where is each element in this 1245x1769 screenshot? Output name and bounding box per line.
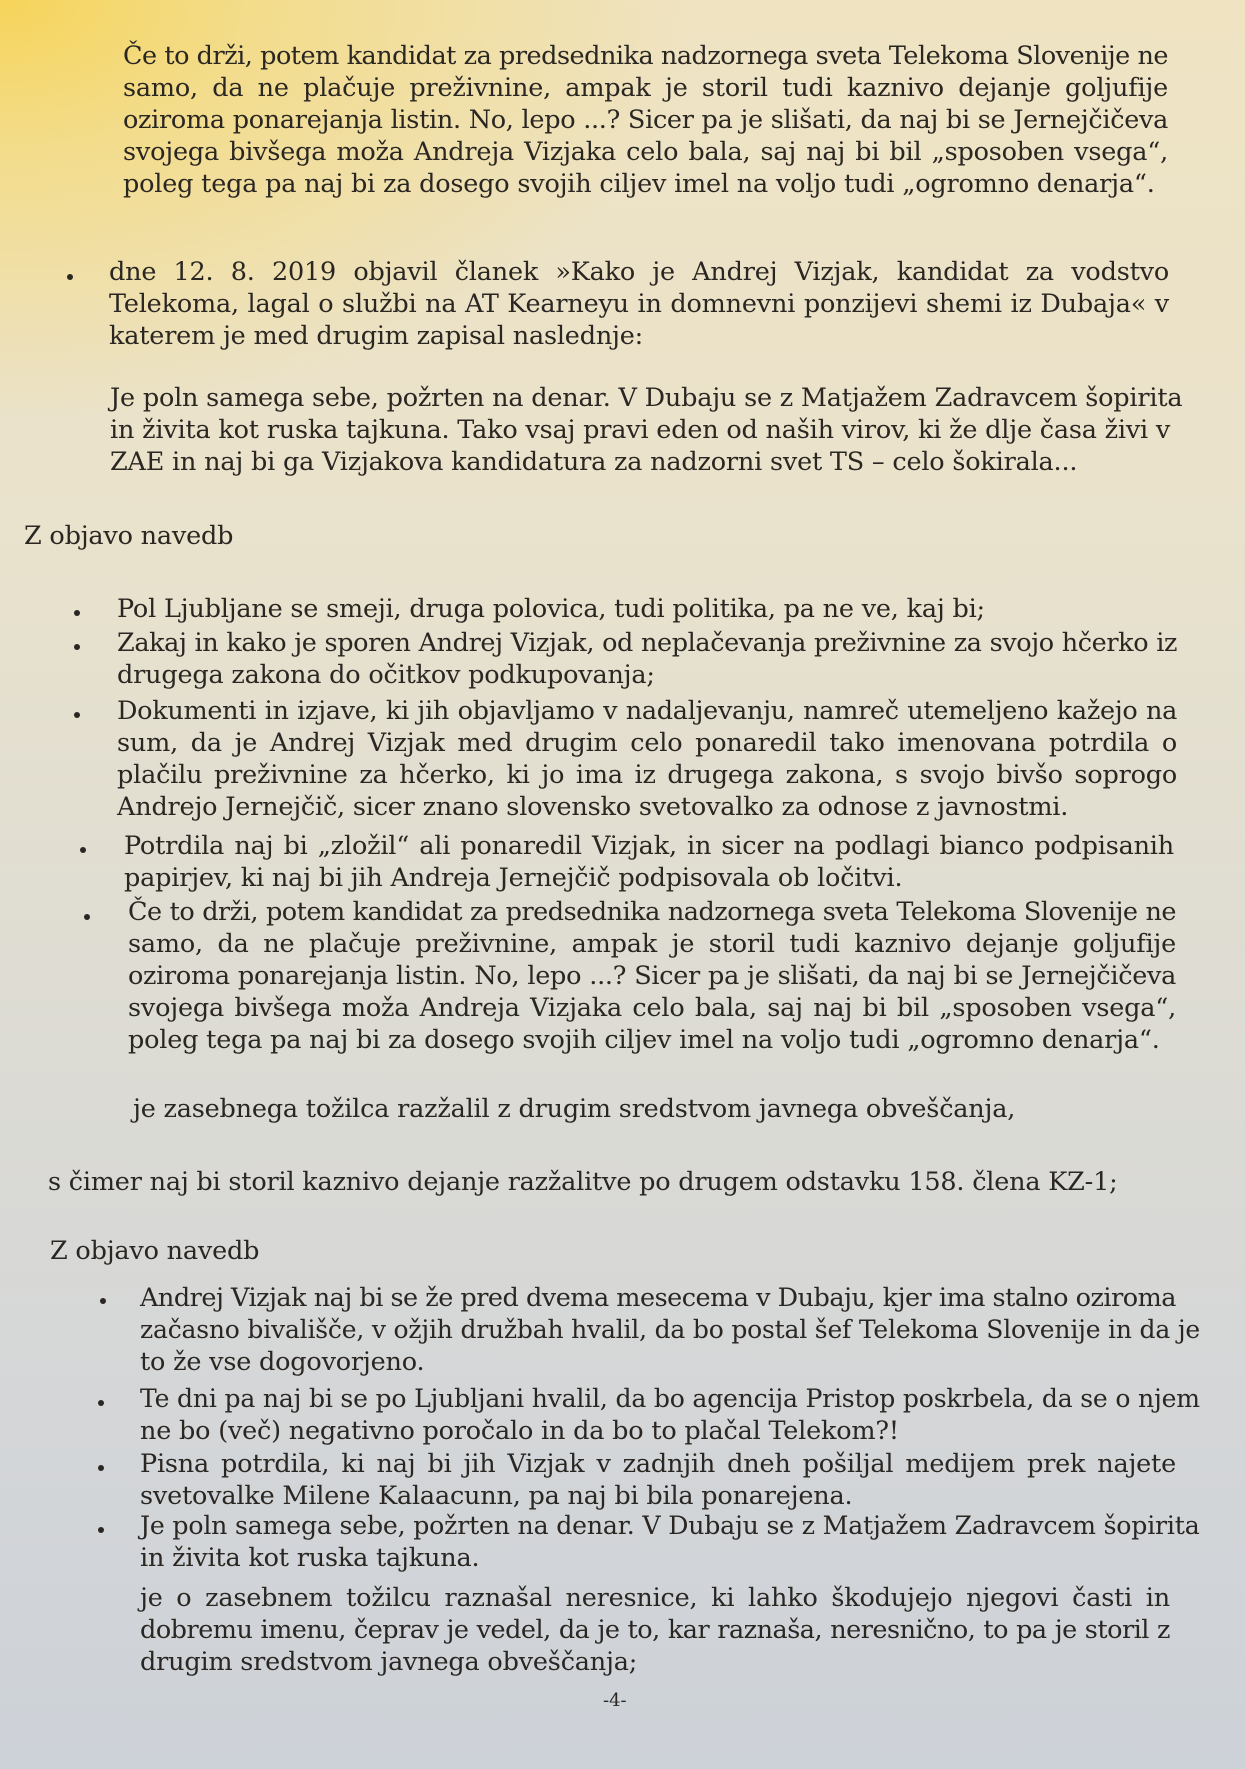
list-item: in živita kot ruska tajkuna. <box>140 1543 480 1573</box>
text-line: Telekoma, lagal o službi na AT Kearneyu in domnevni ponzijevi shemi iz Dubaja« v <box>109 289 1169 319</box>
list-item: Pol Ljubljane se smeji, druga polovica, tudi politika, pa ne ve, kaj bi; <box>117 594 985 624</box>
text-line: svojega bivšega moža Andreja Vizjaka celo bala, saj naj bi bil „sposoben vsega“, <box>123 137 1168 167</box>
text-line: ZAE in naj bi ga Vizjakova kandidatura za nadzorni svet TS – celo šokirala... <box>110 447 1078 477</box>
list-item: Andrejo Jernejčič, sicer znano slovensko svetovalko za odnose z javnostmi. <box>117 792 1069 822</box>
text-line: in živita kot ruska tajkuna. Tako vsaj pravi eden od naših virov, ki že dlje časa živi v <box>110 415 1171 445</box>
section-conclusion: drugim sredstvom javnega obveščanja; <box>140 1647 638 1677</box>
section-conclusion: je o zasebnem tožilcu raznašal neresnice, ki lahko škodujejo njegovi časti in <box>140 1583 1170 1613</box>
list-item: to že vse dogovorjeno. <box>140 1347 425 1377</box>
list-item: svetovalke Milene Kalaacunn, pa naj bi bila ponarejena. <box>140 1481 853 1511</box>
list-item: Andrej Vizjak naj bi se že pred dvema mesecema v Dubaju, kjer ima stalno oziroma <box>140 1283 1176 1313</box>
list-item: papirjev, ki naj bi jih Andreja Jernejčič podpisovala ob ločitvi. <box>124 863 903 893</box>
list-item: samo, da ne plačuje preživnine, ampak je storil tudi kaznivo dejanje goljufije <box>128 929 1176 959</box>
bullet-icon <box>98 1465 104 1471</box>
bullet-icon <box>74 712 80 718</box>
list-item: začasno bivališče, v ožjih družbah hvalil, da bo postal šef Telekoma Slovenije in da je <box>140 1315 1201 1345</box>
list-item: oziroma ponarejanja listin. No, lepo ...? Sicer pa je slišati, da naj bi se Jernejčičeva <box>128 961 1176 991</box>
list-item: Te dni pa naj bi se po Ljubljani hvalil, da bo agencija Pristop poskrbela, da se o njem <box>140 1384 1200 1414</box>
page-number: -4- <box>603 1690 627 1711</box>
bullet-icon <box>74 610 80 616</box>
list-item: Zakaj in kako je sporen Andrej Vizjak, od neplačevanja preživnine za svojo hčerko iz <box>117 628 1177 658</box>
section-conclusion: je zasebnega tožilca razžalil z drugim sredstvom javnega obveščanja, <box>133 1094 1016 1124</box>
list-item: svojega bivšega moža Andreja Vizjaka celo bala, saj naj bi bil „sposoben vsega“, <box>128 993 1176 1023</box>
bullet-icon <box>80 847 86 853</box>
list-item: Če to drži, potem kandidat za predsednika nadzornega sveta Telekoma Slovenije ne <box>128 897 1176 927</box>
list-item: poleg tega pa naj bi za dosego svojih ciljev imel na voljo tudi „ogromno denarja“. <box>128 1025 1160 1055</box>
list-item: Dokumenti in izjave, ki jih objavljamo v nadaljevanju, namreč utemeljeno kažejo na <box>117 696 1177 726</box>
section-heading: Z objavo navedb <box>50 1236 260 1266</box>
text-line: oziroma ponarejanja listin. No, lepo ...? Sicer pa je slišati, da naj bi se Jernejčičeva <box>123 105 1168 135</box>
list-item: Pisna potrdila, ki naj bi jih Vizjak v zadnjih dneh pošiljal medijem prek najete <box>140 1449 1176 1479</box>
list-item: plačilu preživnine za hčerko, ki jo ima iz drugega zakona, s svojo bivšo soprogo <box>117 760 1177 790</box>
bullet-icon <box>74 644 80 650</box>
bullet-icon <box>98 1400 104 1406</box>
section-conclusion: dobremu imenu, čeprav je vedel, da je to, kar raznaša, neresnično, to pa je storil z <box>140 1615 1170 1645</box>
text-line: poleg tega pa naj bi za dosego svojih ciljev imel na voljo tudi „ogromno denarja“. <box>123 169 1155 199</box>
list-item: drugega zakona do očitkov podkupovanja; <box>117 660 655 690</box>
list-item: Potrdila naj bi „zložil“ ali ponaredil Vizjak, in sicer na podlagi bianco podpisanih <box>124 831 1174 861</box>
offense-statement: s čimer naj bi storil kaznivo dejanje razžalitve po drugem odstavku 158. člena KZ-1; <box>48 1167 1118 1197</box>
list-item: ne bo (več) negativno poročalo in da bo to plačal Telekom?! <box>140 1416 899 1446</box>
section-heading: Z objavo navedb <box>24 521 234 551</box>
bullet-icon <box>100 1298 106 1304</box>
text-line: Je poln samega sebe, požrten na denar. V Dubaju se z Matjažem Zadravcem šopirita <box>110 383 1183 413</box>
bullet-icon <box>98 1527 104 1533</box>
list-item: Je poln samega sebe, požrten na denar. V Dubaju se z Matjažem Zadravcem šopirita <box>140 1511 1200 1541</box>
bullet-icon <box>84 914 90 920</box>
bullet-icon <box>67 274 73 280</box>
text-line: Če to drži, potem kandidat za predsednika nadzornega sveta Telekoma Slovenije ne <box>123 41 1168 71</box>
list-item: sum, da je Andrej Vizjak med drugim celo ponaredil tako imenovana potrdila o <box>117 728 1177 758</box>
text-line: samo, da ne plačuje preživnine, ampak je storil tudi kaznivo dejanje goljufije <box>123 73 1168 103</box>
text-line: katerem je med drugim zapisal naslednje: <box>109 321 644 351</box>
text-line: dne 12. 8. 2019 objavil članek »Kako je Andrej Vizjak, kandidat za vodstvo <box>109 257 1169 287</box>
